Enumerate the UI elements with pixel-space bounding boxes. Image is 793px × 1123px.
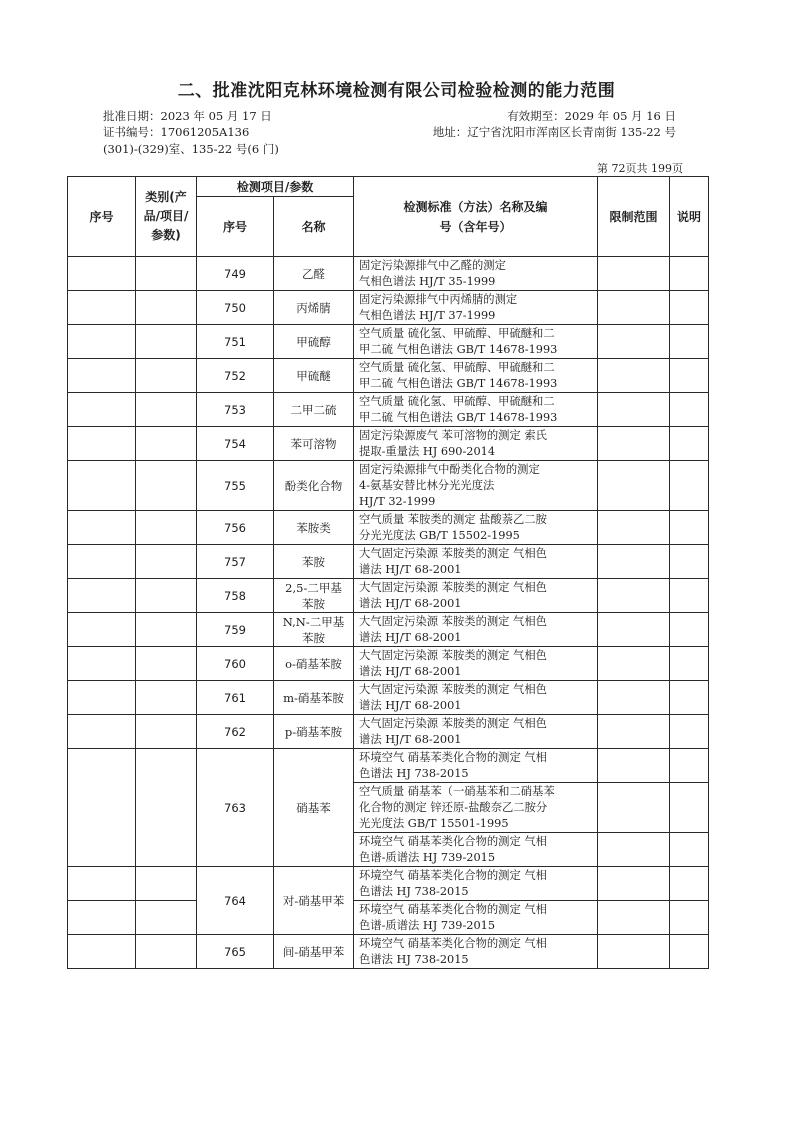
note-cell bbox=[670, 749, 709, 783]
standard-cell bbox=[354, 359, 598, 393]
category-cell bbox=[136, 935, 197, 969]
table-row bbox=[68, 935, 709, 969]
item-seq: 764 bbox=[197, 867, 274, 935]
standard-line: 色谱-质谱法 HJ 739-2015 bbox=[359, 850, 496, 864]
standard-line: 色谱-质谱法 HJ 739-2015 bbox=[359, 918, 496, 932]
category-cell bbox=[136, 901, 197, 935]
limit-cell bbox=[598, 291, 670, 325]
note-cell bbox=[670, 359, 709, 393]
standard-cell bbox=[354, 681, 598, 715]
table-row bbox=[68, 427, 709, 461]
standard-cell bbox=[354, 833, 598, 867]
seq-cell bbox=[68, 935, 136, 969]
standard-line: 空气质量 硝基苯（一硝基苯和二硝基苯 bbox=[359, 784, 555, 798]
table-row bbox=[68, 545, 709, 579]
table-row bbox=[68, 393, 709, 427]
seq-cell bbox=[68, 749, 136, 867]
note-cell bbox=[670, 511, 709, 545]
certificate-number: 证书编号：17061205A136 bbox=[103, 125, 250, 139]
approval-date: 批准日期：2023 年 05 月 17 日 bbox=[103, 109, 272, 123]
header-standard bbox=[354, 177, 598, 257]
table-row bbox=[68, 749, 709, 783]
item-name: 苯胺 bbox=[274, 545, 354, 579]
standard-line: 气相色谱法 HJ/T 35-1999 bbox=[359, 274, 496, 288]
standard-cell bbox=[354, 579, 598, 613]
seq-cell bbox=[68, 647, 136, 681]
item-name: 乙醛 bbox=[274, 257, 354, 291]
item-name: 苯胺类 bbox=[274, 511, 354, 545]
standard-cell bbox=[354, 935, 598, 969]
limit-cell bbox=[598, 783, 670, 833]
limit-cell bbox=[598, 867, 670, 901]
item-seq: 750 bbox=[197, 291, 274, 325]
standard-line: 色谱法 HJ 738-2015 bbox=[359, 766, 469, 780]
limit-cell bbox=[598, 257, 670, 291]
item-seq: 754 bbox=[197, 427, 274, 461]
item-name: 二甲二硫 bbox=[274, 393, 354, 427]
table-row bbox=[68, 257, 709, 291]
seq-cell bbox=[68, 867, 136, 901]
standard-line: 大气固定污染源 苯胺类的测定 气相色 bbox=[359, 580, 547, 594]
standard-line: 环境空气 硝基苯类化合物的测定 气相 bbox=[359, 834, 547, 848]
standard-line: 甲二硫 气相色谱法 GB/T 14678-1993 bbox=[359, 376, 558, 390]
seq-cell bbox=[68, 325, 136, 359]
standard-line: 空气质量 苯胺类的测定 盐酸萘乙二胺 bbox=[359, 512, 547, 526]
item-name: p-硝基苯胺 bbox=[274, 715, 354, 749]
note-cell bbox=[670, 867, 709, 901]
category-cell bbox=[136, 867, 197, 901]
standard-cell bbox=[354, 291, 598, 325]
item-name: o-硝基苯胺 bbox=[274, 647, 354, 681]
limit-cell bbox=[598, 715, 670, 749]
category-cell bbox=[136, 579, 197, 613]
standard-line: 谱法 HJ/T 68-2001 bbox=[359, 562, 462, 576]
item-seq: 752 bbox=[197, 359, 274, 393]
valid-until: 有效期至：2029 年 05 月 16 日 bbox=[507, 109, 676, 123]
standard-line: 大气固定污染源 苯胺类的测定 气相色 bbox=[359, 716, 547, 730]
category-cell bbox=[136, 359, 197, 393]
table-row bbox=[68, 901, 709, 935]
address: 地址：辽宁省沈阳市浑南区长青南街 135-22 号 bbox=[432, 125, 676, 139]
note-cell bbox=[670, 647, 709, 681]
note-cell bbox=[670, 715, 709, 749]
standard-cell bbox=[354, 511, 598, 545]
standard-line: 提取-重量法 HJ 690-2014 bbox=[359, 444, 496, 458]
standard-line: 大气固定污染源 苯胺类的测定 气相色 bbox=[359, 546, 547, 560]
note-cell bbox=[670, 427, 709, 461]
note-cell bbox=[670, 681, 709, 715]
standard-line: 分光光度法 GB/T 15502-1995 bbox=[359, 528, 520, 542]
item-seq: 749 bbox=[197, 257, 274, 291]
note-cell bbox=[670, 257, 709, 291]
page-info: 第 72页共 199页 bbox=[597, 162, 683, 175]
category-cell bbox=[136, 715, 197, 749]
limit-cell bbox=[598, 613, 670, 647]
item-name bbox=[274, 579, 354, 613]
header-category-text: 类别(产品/项目/参数) bbox=[143, 190, 189, 242]
header-item-seq: 序号 bbox=[197, 197, 274, 257]
table-row bbox=[68, 511, 709, 545]
limit-cell bbox=[598, 461, 670, 511]
item-seq: 751 bbox=[197, 325, 274, 359]
note-cell bbox=[670, 325, 709, 359]
item-name: 硝基苯 bbox=[274, 749, 354, 867]
note-cell bbox=[670, 393, 709, 427]
category-cell bbox=[136, 749, 197, 867]
standard-line: 环境空气 硝基苯类化合物的测定 气相 bbox=[359, 936, 547, 950]
seq-cell bbox=[68, 359, 136, 393]
note-cell bbox=[670, 783, 709, 833]
item-seq: 757 bbox=[197, 545, 274, 579]
category-cell bbox=[136, 681, 197, 715]
category-cell bbox=[136, 647, 197, 681]
standard-cell bbox=[354, 783, 598, 833]
address-continued: (301)-(329)室、135-22 号(6 门) bbox=[103, 142, 279, 156]
header-seq: 序号 bbox=[68, 177, 136, 257]
header-standard-text: 检测标准（方法）名称及编号（含年号） bbox=[403, 199, 548, 234]
standard-cell bbox=[354, 715, 598, 749]
standard-line: 化合物的测定 锌还原-盐酸奈乙二胺分 bbox=[359, 800, 548, 814]
note-cell bbox=[670, 291, 709, 325]
header-item-group: 检测项目/参数 bbox=[197, 177, 354, 197]
item-seq: 756 bbox=[197, 511, 274, 545]
standard-cell bbox=[354, 393, 598, 427]
item-name-line: 苯胺 bbox=[302, 596, 325, 611]
item-name: 苯可溶物 bbox=[274, 427, 354, 461]
capability-table bbox=[67, 176, 709, 969]
limit-cell bbox=[598, 579, 670, 613]
limit-cell bbox=[598, 427, 670, 461]
item-seq: 753 bbox=[197, 393, 274, 427]
header-item-name: 名称 bbox=[274, 197, 354, 257]
standard-line: 色谱法 HJ 738-2015 bbox=[359, 952, 469, 966]
standard-cell bbox=[354, 901, 598, 935]
item-seq: 763 bbox=[197, 749, 274, 867]
category-cell bbox=[136, 613, 197, 647]
item-seq: 765 bbox=[197, 935, 274, 969]
standard-line: 光光度法 GB/T 15501-1995 bbox=[359, 816, 509, 830]
table-row bbox=[68, 461, 709, 511]
item-name: 丙烯腈 bbox=[274, 291, 354, 325]
standard-line: 4-氨基安替比林分光光度法 bbox=[359, 478, 495, 492]
note-cell bbox=[670, 833, 709, 867]
seq-cell bbox=[68, 579, 136, 613]
standard-line: 大气固定污染源 苯胺类的测定 气相色 bbox=[359, 614, 547, 628]
item-seq: 761 bbox=[197, 681, 274, 715]
table-row bbox=[68, 579, 709, 613]
limit-cell bbox=[598, 749, 670, 783]
standard-line: 空气质量 硫化氢、甲硫醇、甲硫醚和二 bbox=[359, 360, 555, 374]
header-category bbox=[136, 177, 197, 257]
table-row bbox=[68, 647, 709, 681]
item-name: 间-硝基甲苯 bbox=[274, 935, 354, 969]
note-cell bbox=[670, 613, 709, 647]
category-cell bbox=[136, 393, 197, 427]
seq-cell bbox=[68, 393, 136, 427]
standard-line: 气相色谱法 HJ/T 37-1999 bbox=[359, 308, 496, 322]
item-seq: 762 bbox=[197, 715, 274, 749]
standard-line: 谱法 HJ/T 68-2001 bbox=[359, 698, 462, 712]
category-cell bbox=[136, 545, 197, 579]
note-cell bbox=[670, 901, 709, 935]
table-row bbox=[68, 613, 709, 647]
note-cell bbox=[670, 545, 709, 579]
category-cell bbox=[136, 511, 197, 545]
standard-line: HJ/T 32-1999 bbox=[359, 494, 436, 508]
limit-cell bbox=[598, 359, 670, 393]
standard-line: 大气固定污染源 苯胺类的测定 气相色 bbox=[359, 648, 547, 662]
standard-line: 固定污染源排气中酚类化合物的测定 bbox=[359, 462, 540, 476]
standard-cell bbox=[354, 867, 598, 901]
standard-cell bbox=[354, 647, 598, 681]
limit-cell bbox=[598, 325, 670, 359]
seq-cell bbox=[68, 901, 136, 935]
seq-cell bbox=[68, 461, 136, 511]
standard-line: 固定污染源排气中丙烯腈的测定 bbox=[359, 292, 518, 306]
standard-line: 固定污染源废气 苯可溶物的测定 索氏 bbox=[359, 428, 547, 442]
item-name: 甲硫醚 bbox=[274, 359, 354, 393]
note-cell bbox=[670, 579, 709, 613]
seq-cell bbox=[68, 257, 136, 291]
category-cell bbox=[136, 291, 197, 325]
category-cell bbox=[136, 325, 197, 359]
table-row bbox=[68, 291, 709, 325]
seq-cell bbox=[68, 613, 136, 647]
item-name: 对-硝基甲苯 bbox=[274, 867, 354, 935]
standard-cell bbox=[354, 257, 598, 291]
seq-cell bbox=[68, 681, 136, 715]
standard-line: 环境空气 硝基苯类化合物的测定 气相 bbox=[359, 902, 547, 916]
standard-line: 甲二硫 气相色谱法 GB/T 14678-1993 bbox=[359, 342, 558, 356]
item-name: 甲硫醇 bbox=[274, 325, 354, 359]
item-name-line: 苯胺 bbox=[302, 630, 325, 645]
standard-line: 环境空气 硝基苯类化合物的测定 气相 bbox=[359, 750, 547, 764]
limit-cell bbox=[598, 833, 670, 867]
item-name-line: N,N-二甲基 bbox=[282, 614, 345, 629]
category-cell bbox=[136, 257, 197, 291]
item-name: 酚类化合物 bbox=[274, 461, 354, 511]
item-name-line: 2,5-二甲基 bbox=[285, 580, 342, 595]
standard-line: 谱法 HJ/T 68-2001 bbox=[359, 630, 462, 644]
limit-cell bbox=[598, 545, 670, 579]
standard-line: 环境空气 硝基苯类化合物的测定 气相 bbox=[359, 868, 547, 882]
standard-cell bbox=[354, 613, 598, 647]
table-row bbox=[68, 867, 709, 901]
standard-line: 固定污染源排气中乙醛的测定 bbox=[359, 258, 506, 272]
item-name: m-硝基苯胺 bbox=[274, 681, 354, 715]
seq-cell bbox=[68, 545, 136, 579]
table-row bbox=[68, 715, 709, 749]
standard-line: 谱法 HJ/T 68-2001 bbox=[359, 596, 462, 610]
limit-cell bbox=[598, 393, 670, 427]
seq-cell bbox=[68, 427, 136, 461]
limit-cell bbox=[598, 647, 670, 681]
standard-line: 甲二硫 气相色谱法 GB/T 14678-1993 bbox=[359, 410, 558, 424]
table-row bbox=[68, 681, 709, 715]
item-seq: 759 bbox=[197, 613, 274, 647]
limit-cell bbox=[598, 511, 670, 545]
standard-line: 谱法 HJ/T 68-2001 bbox=[359, 732, 462, 746]
seq-cell bbox=[68, 715, 136, 749]
item-seq: 758 bbox=[197, 579, 274, 613]
standard-cell bbox=[354, 461, 598, 511]
table-row bbox=[68, 359, 709, 393]
standard-cell bbox=[354, 545, 598, 579]
item-name bbox=[274, 613, 354, 647]
seq-cell bbox=[68, 511, 136, 545]
note-cell bbox=[670, 461, 709, 511]
note-cell bbox=[670, 935, 709, 969]
standard-line: 大气固定污染源 苯胺类的测定 气相色 bbox=[359, 682, 547, 696]
standard-line: 空气质量 硫化氢、甲硫醇、甲硫醚和二 bbox=[359, 326, 555, 340]
category-cell bbox=[136, 461, 197, 511]
limit-cell bbox=[598, 935, 670, 969]
standard-cell bbox=[354, 427, 598, 461]
item-seq: 760 bbox=[197, 647, 274, 681]
standard-cell bbox=[354, 325, 598, 359]
standard-line: 空气质量 硫化氢、甲硫醇、甲硫醚和二 bbox=[359, 394, 555, 408]
standard-line: 谱法 HJ/T 68-2001 bbox=[359, 664, 462, 678]
item-seq: 755 bbox=[197, 461, 274, 511]
page-title: 二、批准沈阳克林环境检测有限公司检验检测的能力范围 bbox=[177, 81, 616, 101]
limit-cell bbox=[598, 901, 670, 935]
header-note: 说明 bbox=[670, 177, 709, 257]
table-row bbox=[68, 325, 709, 359]
category-cell bbox=[136, 427, 197, 461]
standard-cell bbox=[354, 749, 598, 783]
limit-cell bbox=[598, 681, 670, 715]
header-limit: 限制范围 bbox=[598, 177, 670, 257]
seq-cell bbox=[68, 291, 136, 325]
standard-line: 色谱法 HJ 738-2015 bbox=[359, 884, 469, 898]
